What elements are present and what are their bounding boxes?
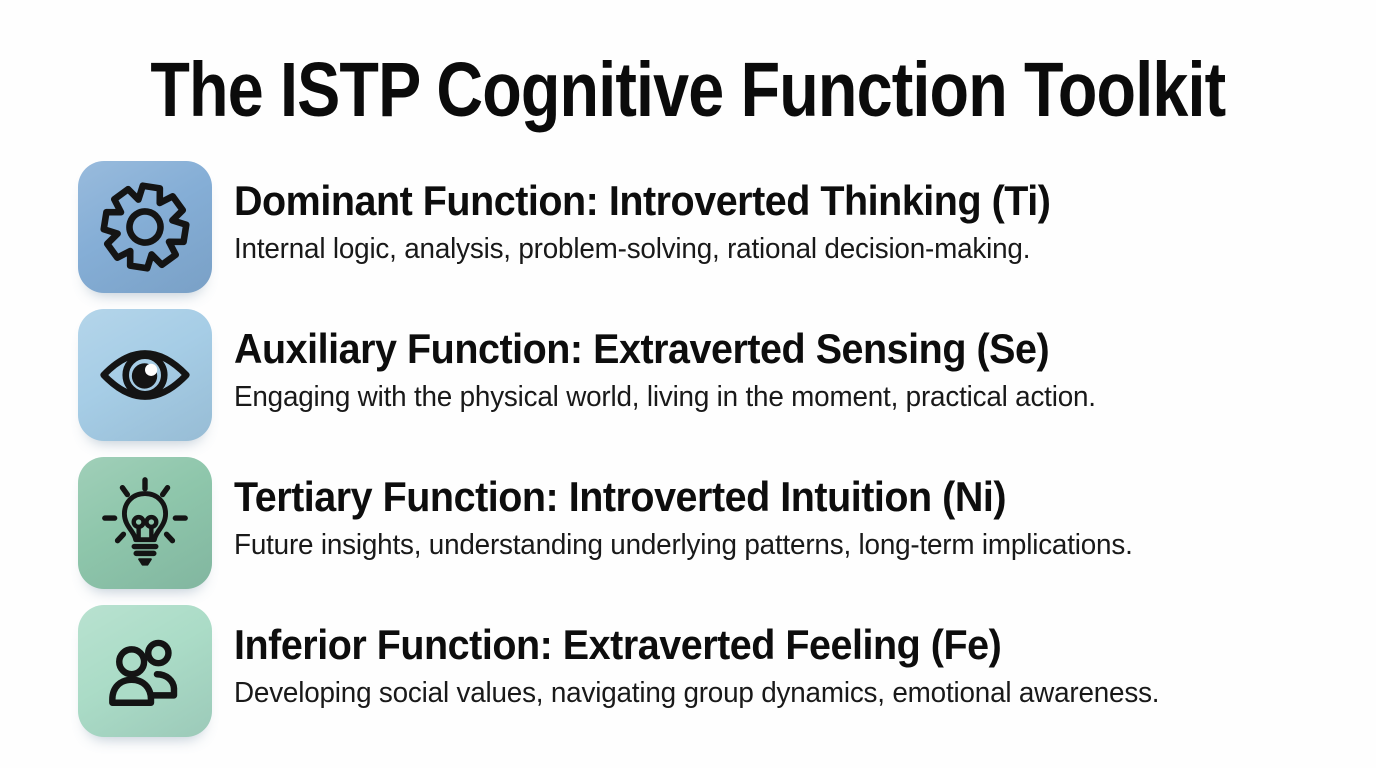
row-text — [234, 605, 1198, 712]
gear-icon — [98, 180, 192, 274]
row-description: Future insights, understanding underlying patterns, long-term implications. — [234, 529, 1133, 562]
eye-icon — [96, 328, 194, 422]
row-text — [234, 457, 1170, 564]
row-text — [234, 161, 1103, 268]
icon-tile — [78, 605, 212, 737]
row-description: Developing social values, navigating group dynamics, emotional awareness. — [234, 677, 1160, 710]
row-description: Engaging with the physical world, living in the moment, practical action. — [234, 381, 1096, 414]
row-heading: Dominant Function: Introverted Thinking (Ti) — [234, 177, 1051, 224]
icon-tile — [78, 161, 212, 293]
row-heading: Auxiliary Function: Extraverted Sensing (Se) — [234, 325, 1050, 372]
function-row-auxiliary-se — [78, 309, 1376, 441]
function-row-dominant-ti — [78, 161, 1376, 293]
page-title: The ISTP Cognitive Function Toolkit — [150, 47, 1226, 133]
row-text — [234, 309, 1132, 416]
function-row-inferior-fe — [78, 605, 1376, 737]
function-rows — [0, 161, 1376, 737]
function-row-tertiary-ni — [78, 457, 1376, 589]
row-heading: Tertiary Function: Introverted Intuition (Ni) — [234, 473, 1007, 520]
people-icon — [99, 625, 191, 717]
lightbulb-icon — [96, 474, 194, 572]
icon-tile — [78, 309, 212, 441]
row-description: Internal logic, analysis, problem-solving, rational decision-making. — [234, 233, 1031, 266]
row-heading: Inferior Function: Extraverted Feeling (Fe) — [234, 621, 1002, 668]
icon-tile — [78, 457, 212, 589]
title-wrap — [0, 46, 1376, 135]
